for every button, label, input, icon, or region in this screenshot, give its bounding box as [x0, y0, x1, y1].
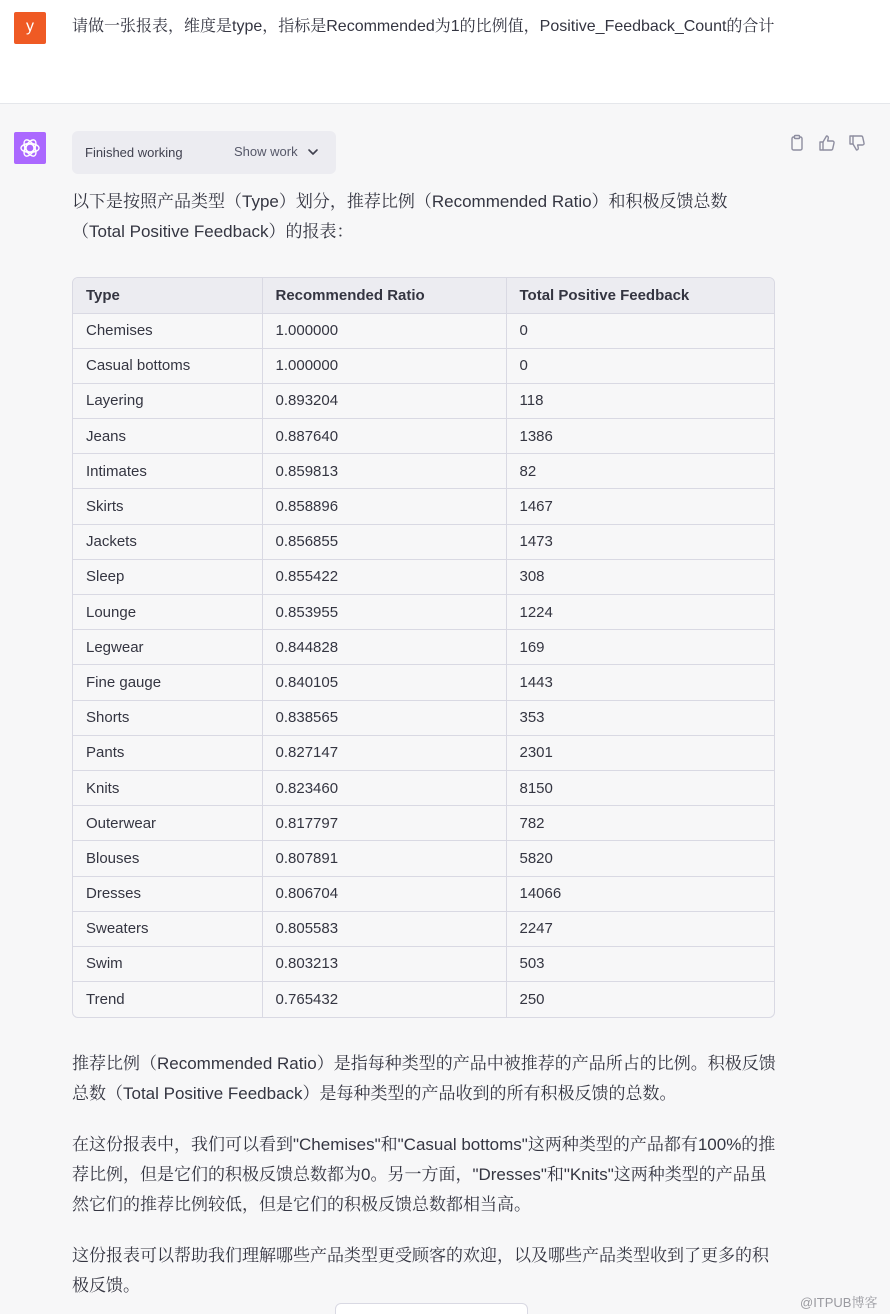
cell-ratio: 0.840105: [262, 665, 506, 700]
cell-type: Intimates: [73, 454, 262, 489]
chatgpt-logo-icon: [14, 132, 46, 164]
conclusion-paragraph: 这份报表可以帮助我们理解哪些产品类型更受顾客的欢迎，以及哪些产品类型收到了更多的积极反馈。: [72, 1246, 769, 1295]
table-row: [73, 770, 775, 805]
cell-feedback: 118: [506, 383, 775, 418]
header-recommended-ratio: Recommended Ratio: [262, 278, 506, 313]
cell-ratio: 0.856855: [262, 524, 506, 559]
cell-type: Chemises: [73, 313, 262, 348]
cell-ratio: 0.855422: [262, 559, 506, 594]
cell-type: Blouses: [73, 841, 262, 876]
show-work-button[interactable]: [234, 144, 319, 159]
cell-ratio: 0.838565: [262, 700, 506, 735]
report-table: [72, 277, 775, 1018]
chevron-down-icon: [307, 146, 319, 158]
copy-icon[interactable]: [788, 134, 806, 152]
cell-ratio: 0.859813: [262, 454, 506, 489]
table-row: [73, 454, 775, 489]
user-message: [0, 0, 890, 104]
cell-type: Swim: [73, 946, 262, 981]
table-row: [73, 313, 775, 348]
header-type: Type: [73, 278, 262, 313]
cell-type: Jeans: [73, 419, 262, 454]
header-total-positive-feedback: Total Positive Feedback: [506, 278, 775, 313]
cell-type: Dresses: [73, 876, 262, 911]
table-row: [73, 911, 775, 946]
cell-feedback: 250: [519, 990, 545, 1008]
table-row: [73, 735, 775, 770]
watermark: @ITPUB博客: [800, 1295, 878, 1310]
table-row: [73, 630, 775, 665]
table-row: [73, 595, 775, 630]
analysis-paragraph: 在这份报表中，我们可以看到"Chemises"和"Casual bottoms"这两种类型的产品都有100%的推荐比例，但是它们的积极反馈总数都为0。另一方面，"Dresses"和"Knits"这两种类型的产品虽然它们的推荐比例较低，但是它们的积极反馈总数都相当高。: [72, 1135, 776, 1214]
work-status-box: [72, 131, 336, 174]
cell-type: Legwear: [73, 630, 262, 665]
cell-type: Layering: [73, 383, 262, 418]
cell-type: Shorts: [73, 700, 262, 735]
show-work-label: Show work: [234, 144, 298, 159]
cell-feedback: 0: [506, 313, 775, 348]
cell-ratio: 0.803213: [262, 946, 506, 981]
table-row: [73, 348, 775, 383]
thumbs-up-icon[interactable]: [818, 134, 836, 152]
cell-ratio: 0.827147: [262, 735, 506, 770]
cell-ratio: 0.817797: [262, 806, 506, 841]
cell-ratio: 0.805583: [262, 911, 506, 946]
regenerate-button[interactable]: [335, 1303, 528, 1314]
cell-feedback: 5820: [506, 841, 775, 876]
cell-type: Sweaters: [73, 911, 262, 946]
cell-feedback: 503: [506, 946, 775, 981]
cell-type: Pants: [73, 735, 262, 770]
cell-feedback: 2247: [506, 911, 775, 946]
table-row: [73, 489, 775, 524]
cell-feedback: 0: [506, 348, 775, 383]
cell-type: Trend: [73, 982, 262, 1017]
intro-text: 以下是按照产品类型（Type）划分，推荐比例（Recommended Ratio）和积极反馈总数（Total Positive Feedback）的报表：: [72, 192, 728, 241]
cell-ratio: 0.844828: [262, 630, 506, 665]
table-row: [73, 700, 775, 735]
cell-feedback: 782: [506, 806, 775, 841]
table-header-row: [73, 278, 775, 313]
table-row: [73, 419, 775, 454]
work-status: Finished working: [85, 145, 183, 160]
assistant-message: [0, 104, 890, 1314]
table-row: [73, 806, 775, 841]
cell-feedback: 1224: [506, 595, 775, 630]
user-message-text: 请做一张报表，维度是type，指标是Recommended为1的比例值，Positive_Feedback_Count的合计: [72, 18, 775, 35]
cell-ratio: 0.893204: [262, 383, 506, 418]
table-row: [73, 876, 775, 911]
cell-ratio: 0.806704: [262, 876, 506, 911]
cell-feedback: 1467: [506, 489, 775, 524]
cell-ratio: 0.853955: [262, 595, 506, 630]
cell-feedback: 169: [506, 630, 775, 665]
cell-feedback: 353: [506, 700, 775, 735]
cell-ratio: 0.823460: [262, 770, 506, 805]
cell-feedback: 2301: [506, 735, 775, 770]
thumbs-down-icon[interactable]: [848, 134, 866, 152]
table-row: [73, 665, 775, 700]
cell-feedback: 82: [506, 454, 775, 489]
cell-ratio: 0.765432: [262, 982, 506, 1017]
table-row: [73, 946, 775, 981]
cell-ratio: 1.000000: [262, 348, 506, 383]
cell-type: Lounge: [73, 595, 262, 630]
cell-ratio: 0.807891: [262, 841, 506, 876]
table-row: [73, 383, 775, 418]
cell-feedback: 8150: [506, 770, 775, 805]
cell-type: Jackets: [73, 524, 262, 559]
cell-type: Casual bottoms: [73, 348, 262, 383]
cell-ratio: 1.000000: [262, 313, 506, 348]
cell-feedback: 1443: [506, 665, 775, 700]
explanation-paragraph: 推荐比例（Recommended Ratio）是指每种类型的产品中被推荐的产品所占的比例。积极反馈总数（Total Positive Feedback）是每种类型的产品收到的所有积极反馈的总数。: [72, 1054, 776, 1103]
cell-type: Fine gauge: [73, 665, 262, 700]
cell-type: Knits: [73, 770, 262, 805]
cell-feedback: 308: [506, 559, 775, 594]
cell-feedback: 14066: [506, 876, 775, 911]
table-row: [73, 524, 775, 559]
table-row: [73, 982, 775, 1017]
cell-type: Outerwear: [73, 806, 262, 841]
user-avatar: y: [14, 12, 46, 44]
message-actions: [788, 134, 866, 152]
cell-feedback: 1473: [506, 524, 775, 559]
cell-type: Sleep: [73, 559, 262, 594]
cell-feedback: 1386: [506, 419, 775, 454]
cell-ratio: 0.858896: [262, 489, 506, 524]
cell-type: Skirts: [73, 489, 262, 524]
table-row: [73, 841, 775, 876]
table-row: [73, 559, 775, 594]
cell-ratio: 0.887640: [262, 419, 506, 454]
